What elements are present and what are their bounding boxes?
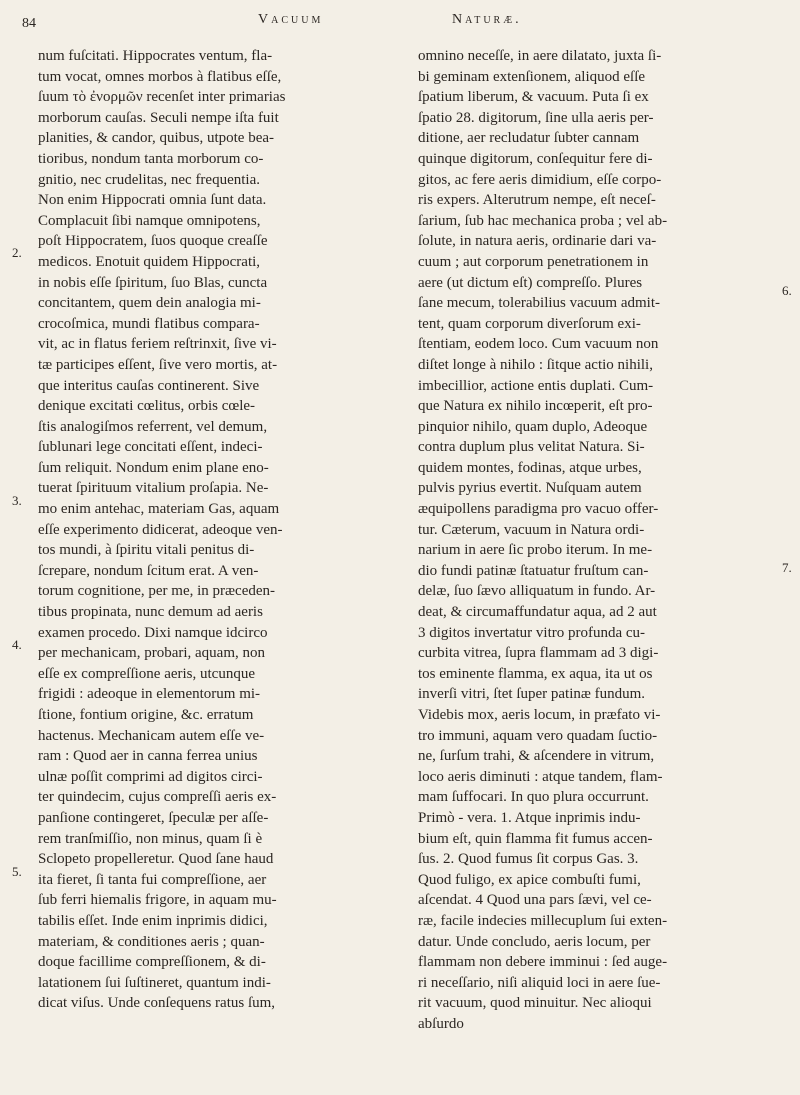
text-line: poſt Hippocratem, ſuos quoque creaſſe [38, 233, 268, 250]
text-line: per mechanicam, probari, aquam, non [38, 645, 265, 662]
text-line: ſolute, in natura aeris, ordinarie dari va- [418, 233, 657, 250]
text-line: bi geminam extenſionem, aliquod eſſe [418, 68, 646, 85]
text-line: ſpatium liberum, & vacuum. Puta ſi ex [418, 89, 649, 106]
text-line: ditione, aer recludatur ſubter cannam [418, 130, 640, 147]
text-line: ita fieret, ſi tanta fui compreſſione, aer [38, 871, 267, 888]
text-line: ræ, facile indecies millecuplum ſui exten- [418, 912, 668, 929]
text-line: ter quindecim, cujus compreſſi aeris ex- [38, 789, 277, 806]
text-line: æquipollens paradigma pro vacuo offer- [418, 501, 659, 518]
text-line: Primò - vera. 1. Atque inprimis indu- [418, 809, 641, 826]
text-line: torum cognitione, per me, in præceden- [38, 583, 276, 600]
text-line: ſus. 2. Quod fumus ſit corpus Gas. 3. [418, 851, 639, 868]
text-line: quinque digitorum, conſequitur fere di- [418, 150, 653, 167]
text-line: Videbis mox, aeris locum, in præfato vi- [418, 707, 661, 723]
text-line: hactenus. Mechanicam autem eſſe ve- [38, 727, 265, 744]
text-line: diſtet longe à nihilo : ſitque actio nihili, [418, 356, 653, 373]
text-line: Quod fuligo, ex apice combuſti fumi, [418, 871, 641, 888]
text-line: ſcrepare, nondum ſcitum erat. A ven- [38, 562, 259, 579]
text-line: ſtis analogiſmos referrent, vel demum, [38, 418, 268, 435]
text-line: imbecillior, actione entis duplati. Cum- [418, 377, 654, 394]
text-line: ram : Quod aer in canna ferrea unius [38, 748, 258, 765]
text-line: eſſe experimento didicerat, adeoque ven- [38, 521, 283, 538]
text-line: rem tranſmiſſio, non minus, quam ſi è [38, 830, 263, 847]
text-line: dio fundi patinæ ſtatuatur fruſtum can- [418, 562, 649, 579]
text-line: quidem montes, fodinas, atque urbes, [418, 459, 642, 476]
text-line: 3 digitos invertatur vitro profunda cu- [418, 624, 646, 641]
text-line: flammam non debere imminui : ſed auge- [418, 954, 668, 971]
text-line: cuum ; aut corporum penetrationem in [418, 253, 649, 270]
text-line: examen procedo. Dixi namque idcirco [38, 624, 268, 641]
text-line: tibus propinata, nunc demum ad aeris [38, 604, 263, 621]
text-line: medicos. Enotuit quidem Hippocrati, [38, 253, 261, 270]
text-line: in nobis eſſe ſpiritum, ſuo Blas, cuncta [38, 274, 268, 291]
text-line: gitos, ac fere aeris dimidium, eſſe corpo- [418, 171, 662, 188]
text-line: tuerat ſpirituum vitalium proſapia. Ne- [38, 480, 269, 497]
margin-number: 5. [12, 864, 22, 879]
text-line: ne, ſurſum trahi, & aſcendere in vitrum, [418, 748, 655, 765]
text-line: denique excitati cœlitus, orbis cœle- [38, 398, 256, 415]
text-line: crocoſmica, mundi flatibus compara- [38, 315, 260, 332]
text-line: ris expers. Alterutrum nempe, eſt neceſ- [418, 192, 656, 209]
text-line: frigidi : adeoque in elementorum mi- [38, 686, 261, 703]
text-line: ſum reliquit. Nondum enim plane eno- [38, 459, 269, 476]
left-text-column [38, 46, 400, 1014]
text-line: mo enim antehac, materiam Gas, aquam [38, 501, 280, 518]
right-text-column [418, 46, 780, 1035]
text-line: Non enim Hippocrati omnia ſunt data. [38, 192, 267, 209]
text-line: ri neceſſario, niſi aliquid loci in aere ſue- [418, 974, 661, 991]
text-line: ſane mecum, tolerabilius vacuum admit- [418, 295, 661, 312]
text-line: eſſe ex compreſſione aeris, utcunque [38, 665, 255, 682]
margin-number: 2. [12, 245, 22, 260]
text-line: tabilis eſſet. Inde enim inprimis didici, [38, 912, 268, 929]
text-line: tos mundi, à ſpiritu vitali penitus di- [38, 542, 255, 559]
text-line: dicat viſus. Unde conſequens ratus ſum, [38, 995, 276, 1012]
text-line: que interitus cauſas continerent. Sive [38, 377, 260, 394]
text-line: tro immuni, aquam vero quadam ſuctio- [418, 727, 658, 744]
text-line: mam ſuffocari. In quo plura occurrunt. [418, 789, 649, 806]
text-line: curbita vitrea, ſupra flammam ad 3 digi- [418, 645, 659, 662]
margin-number: 6. [782, 283, 792, 298]
text-line: Complacuit ſibi namque omnipotens, [38, 212, 261, 229]
running-head-right: Naturæ. [452, 12, 522, 27]
text-line: ſarium, ſub hac mechanica proba ; vel ab- [418, 212, 668, 229]
text-line: tæ participes eſſent, ſive vero mortis, at- [38, 356, 278, 373]
text-line: ſub ferri hiemalis frigore, in aquam mu- [38, 892, 277, 909]
margin-number: 7. [782, 560, 792, 575]
running-head-left: Vacuum [258, 12, 324, 27]
text-line: tum vocat, omnes morbos à flatibus eſſe, [38, 68, 282, 85]
text-line: tur. Cæterum, vacuum in Natura ordi- [418, 521, 645, 538]
text-line: narium in aere ſic probo iterum. In me- [418, 542, 653, 559]
page-number: 84 [22, 16, 36, 31]
text-line: concitantem, quem dein analogia mi- [38, 295, 261, 312]
text-line: omnino neceſſe, in aere dilatato, juxta ſi- [418, 48, 662, 64]
text-line: loco aeris diminuti : atque tandem, flam- [418, 768, 663, 785]
text-line: ſtentiam, eodem loco. Cum vacuum non [418, 336, 659, 353]
text-line: ſuum τὸ ἐνορμῶν recenſet inter primarias [38, 89, 286, 106]
text-line: contra duplum plus velitat Natura. Si- [418, 439, 645, 456]
text-line: ulnæ poſſit comprimi ad digitos circi- [38, 768, 263, 785]
text-line: morborum cauſas. Seculi nempe iſta fuit [38, 109, 279, 126]
text-line: inverſi vitri, ſtet ſuper patinæ fundum. [418, 686, 646, 703]
text-line: Sclopeto propelleretur. Quod ſane haud [38, 851, 274, 868]
text-line: ſublunari lege concitati eſſent, indeci- [38, 439, 263, 456]
text-line: tioribus, nondum tanta morborum co- [38, 150, 264, 167]
text-line: gnitio, nec crudelitas, nec frequentia. [38, 171, 260, 188]
text-line: abſurdo [418, 1015, 464, 1032]
text-line: rit vacuum, quod minuitur. Nec alioqui [418, 995, 652, 1012]
running-header [0, 10, 800, 40]
text-line: datur. Unde concludo, aeris locum, per [418, 933, 651, 950]
text-line: pinquior nihilo, quam duplo, Adeoque [418, 418, 648, 435]
text-line: latationem ſui ſuſtineret, quantum indi- [38, 974, 271, 991]
text-line: pulvis pyrius evertit. Nuſquam autem [418, 480, 642, 497]
text-line: planities, & candor, quibus, utpote bea- [38, 130, 275, 147]
text-line: tos eminente flamma, ex aqua, ita ut os [418, 665, 653, 682]
text-line: aſcendat. 4 Quod una pars ſævi, vel ce- [418, 892, 652, 909]
text-line: aere (ut dictum eſt) compreſſo. Plures [418, 274, 643, 291]
text-line: delæ, ſuo ſævo alliquatum in fundo. Ar- [418, 583, 656, 600]
margin-number: 4. [12, 637, 22, 652]
text-line: ſpatio 28. digitorum, ſine ulla aeris per- [418, 109, 654, 126]
text-line: tent, quam corporum diverſorum exi- [418, 315, 641, 332]
text-line: que Natura ex nihilo incœperit, eſt pro- [418, 398, 653, 415]
text-line: deat, & circumaffundatur aqua, ad 2 aut [418, 604, 657, 621]
text-line: num fuſcitati. Hippocrates ventum, fla- [38, 48, 273, 64]
text-line: ſtione, fontium origine, &c. erratum [38, 707, 254, 723]
margin-number: 3. [12, 493, 22, 508]
text-line: panſione contingeret, ſpeculæ per aſſe- [38, 809, 269, 826]
text-line: vit, ac in flatus feriem reſtrinxit, ſive vi- [38, 336, 277, 353]
text-line: doque facillime compreſſionem, & di- [38, 954, 266, 971]
text-line: bium eſt, quin flamma fit fumus accen- [418, 830, 653, 847]
text-line: materiam, & conditiones aeris ; quan- [38, 933, 265, 950]
